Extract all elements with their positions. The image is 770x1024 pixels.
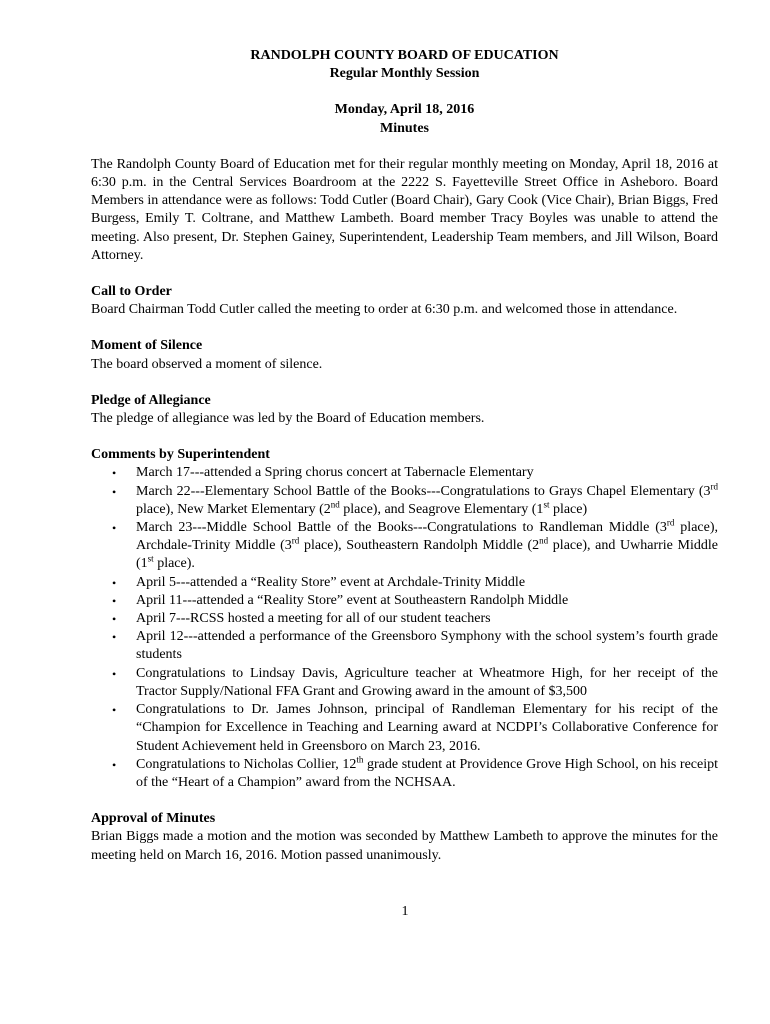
list-item: • April 7---RCSS hosted a meeting for all of our student teachers xyxy=(136,610,718,628)
list-item: • April 5---attended a “Reality Store” event at Archdale-Trinity Middle xyxy=(136,574,718,592)
document-title: RANDOLPH COUNTY BOARD OF EDUCATION xyxy=(250,48,559,63)
document-subtitle: Regular Monthly Session xyxy=(329,66,480,82)
comments-list xyxy=(91,464,718,792)
list-item: • April 12---attended a performance of the Greensboro Symphony with the school system’s fourth grade students xyxy=(136,628,718,664)
page-number: 1 xyxy=(401,904,409,919)
section-body-approval: Brian Biggs made a motion and the motion was seconded by Matthew Lambeth to approve the minutes for the meeting held on March 16, 2016. Motion passed unanimously. xyxy=(91,829,718,863)
list-item: • April 11---attended a “Reality Store” event at Southeastern Randolph Middle xyxy=(136,592,718,610)
list-item: • March 22---Elementary School Battle of the Books---Congratulations to Grays Chapel Elementary (3rd place), New Market Elementary (2nd place), and Seagrove Elementary (1st place) xyxy=(136,483,718,519)
section-body-pledge: The pledge of allegiance was led by the Board of Education members. xyxy=(91,411,485,427)
section-body-moment-of-silence: The board observed a moment of silence. xyxy=(91,356,323,372)
section-heading-approval: Approval of Minutes xyxy=(91,811,216,827)
section-heading-comments: Comments by Superintendent xyxy=(91,447,270,463)
section-heading-call-to-order: Call to Order xyxy=(91,284,172,300)
list-item: • Congratulations to Nicholas Collier, 12th grade student at Providence Grove High School, on his receipt of the “Heart of a Champion” award from the NCHSAA. xyxy=(136,756,718,792)
section-heading-moment-of-silence: Moment of Silence xyxy=(91,338,203,354)
section-body-call-to-order: Board Chairman Todd Cutler called the meeting to order at 6:30 p.m. and welcomed those in attendance. xyxy=(91,302,678,318)
list-item: • March 17---attended a Spring chorus concert at Tabernacle Elementary xyxy=(136,464,718,482)
list-item: • March 23---Middle School Battle of the Books---Congratulations to Randleman Middle (3rd place), Archdale-Trinity Middle (3rd place), Southeastern Randolph Middle (2nd place), and Uwharrie Middle (1st place). xyxy=(136,519,718,574)
document-type: Minutes xyxy=(380,120,429,136)
intro-paragraph: The Randolph County Board of Education met for their regular monthly meeting on Monday, April 18, 2016 at 6:30 p.m. in the Central Services Boardroom at the 2222 S. Fayetteville Street Office in Asheboro. Board Members in attendance were as follows: Todd Cutler (Board Chair), Gary Cook (Vice Chair), Brian Biggs, Fred Burgess, Emily T. Coltrane, and Matthew Lambeth. Board member Tracy Boyles was unable to attend the meeting. Also present, Dr. Stephen Gainey, Superintendent, Leadership Team members, and Jill Wilson, Board Attorney. xyxy=(91,156,718,263)
section-heading-pledge: Pledge of Allegiance xyxy=(91,392,211,408)
meeting-date: Monday, April 18, 2016 xyxy=(334,102,475,118)
list-item: • Congratulations to Dr. James Johnson, principal of Randleman Elementary for his recipt of the “Champion for Excellence in Teaching and Learning award at NCDPI’s Collaborative Conference for Student Achievement held in Greensboro on March 23, 2016. xyxy=(136,701,718,756)
list-item: • Congratulations to Lindsay Davis, Agriculture teacher at Wheatmore High, for her receipt of the Tractor Supply/National FFA Grant and Growing award in the amount of $3,500 xyxy=(136,665,718,701)
